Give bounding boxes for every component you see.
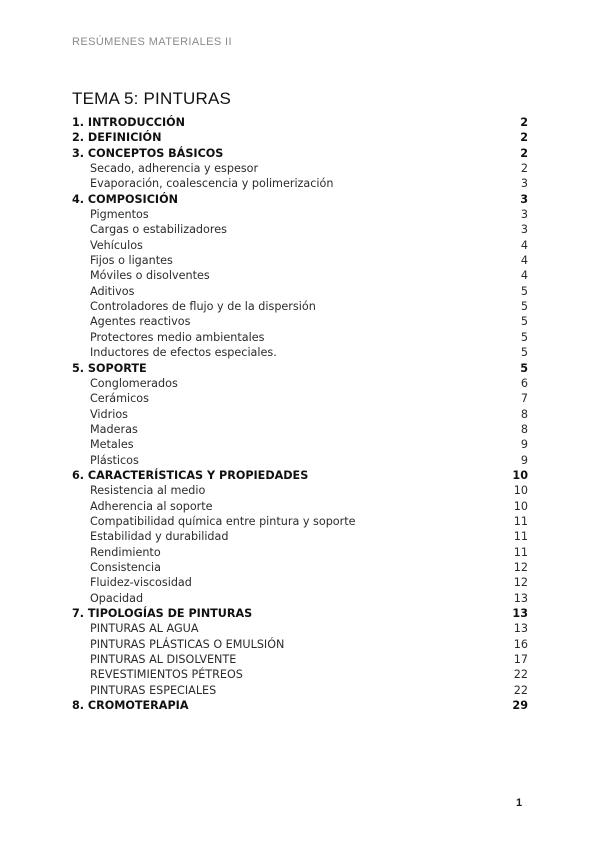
toc-entry-page: 22: [513, 683, 528, 697]
toc-entry-page: 13: [513, 622, 528, 636]
toc-entry-label: PINTURAS AL AGUA: [90, 622, 199, 636]
toc-entry-label: Resistencia al medio: [90, 484, 206, 498]
toc-entry-label: Adherencia al soporte: [90, 499, 213, 513]
toc-entry-page: 2: [520, 131, 528, 145]
toc-entry-page: 5: [520, 330, 528, 344]
toc-entry-page: 22: [513, 668, 528, 682]
toc-section[interactable]: [72, 115, 528, 130]
toc-section[interactable]: [72, 361, 528, 376]
toc-section[interactable]: [72, 146, 528, 161]
toc-entry-label: 3. CONCEPTOS BÁSICOS: [72, 146, 224, 160]
toc-entry-page: 5: [520, 315, 528, 329]
toc-entry-label: Consistencia: [90, 560, 161, 574]
toc-entry-page: 12: [513, 560, 528, 574]
toc-entry-label: 7. TIPOLOGÍAS DE PINTURAS: [72, 607, 253, 620]
toc-subsection[interactable]: [72, 637, 528, 652]
toc-entry-page: 11: [513, 545, 528, 559]
toc-entry-label: PINTURAS AL DISOLVENTE: [90, 653, 237, 667]
page-number: 1: [516, 797, 523, 809]
toc-entry-page: 29: [512, 699, 528, 713]
toc-subsection[interactable]: [72, 253, 528, 268]
toc-entry-page: 11: [513, 514, 528, 528]
toc-subsection[interactable]: [72, 299, 528, 314]
toc-entry-page: 4: [520, 254, 528, 268]
toc-entry-page: 6: [520, 376, 528, 390]
toc-entry-label: PINTURAS ESPECIALES: [90, 683, 217, 697]
page-title: TEMA 5: PINTURAS: [72, 89, 232, 108]
toc-entry-label: PINTURAS PLÁSTICAS O EMULSIÓN: [90, 637, 285, 651]
toc-entry-page: 4: [520, 269, 528, 283]
toc-section[interactable]: [72, 192, 528, 207]
toc-subsection[interactable]: [72, 529, 528, 544]
toc-subsection[interactable]: [72, 591, 528, 606]
toc-entry-page: 12: [513, 576, 528, 590]
toc-entry-page: 13: [512, 607, 528, 620]
toc-subsection[interactable]: [72, 499, 528, 514]
toc-entry-page: 5: [520, 346, 528, 360]
toc-entry-label: Maderas: [90, 422, 138, 436]
toc-entry-page: 16: [513, 637, 528, 651]
toc-entry-label: Móviles o disolventes: [90, 269, 210, 283]
toc-section[interactable]: [72, 698, 528, 713]
toc-subsection[interactable]: [72, 238, 528, 253]
toc-entry-label: Cerámicos: [90, 392, 149, 406]
toc-subsection[interactable]: [72, 314, 528, 329]
toc-entry-page: 11: [513, 530, 528, 544]
toc-entry-label: Fijos o ligantes: [90, 254, 173, 268]
toc-subsection[interactable]: [72, 453, 528, 468]
toc-subsection[interactable]: [72, 560, 528, 575]
toc-section[interactable]: [72, 468, 528, 483]
toc-entry-label: Plásticos: [90, 453, 139, 467]
toc-subsection[interactable]: [72, 207, 528, 222]
toc-subsection[interactable]: [72, 268, 528, 283]
toc-entry-label: Evaporación, coalescencia y polimerización: [90, 177, 334, 191]
toc-entry-page: 8: [520, 422, 528, 436]
toc-subsection[interactable]: [72, 222, 528, 237]
toc-entry-page: 10: [513, 499, 528, 513]
toc-entry-page: 17: [513, 653, 528, 667]
toc-subsection[interactable]: [72, 345, 528, 360]
toc-entry-label: Compatibilidad química entre pintura y soporte: [90, 514, 356, 528]
toc-entry-label: 1. INTRODUCCIÓN: [72, 116, 186, 129]
toc-entry-page: 2: [520, 116, 528, 129]
toc-subsection[interactable]: [72, 176, 528, 191]
running-header: RESÚMENES MATERIALES II: [72, 36, 232, 48]
toc-entry-page: 3: [520, 192, 528, 206]
toc-entry-page: 7: [520, 392, 528, 406]
toc-entry-label: 6. CARACTERÍSTICAS Y PROPIEDADES: [72, 468, 309, 482]
toc-subsection[interactable]: [72, 545, 528, 560]
toc-entry-label: Opacidad: [90, 591, 144, 605]
toc-entry-page: 8: [520, 407, 528, 421]
toc-entry-page: 5: [520, 284, 528, 298]
toc-subsection[interactable]: [72, 161, 528, 176]
toc-section[interactable]: [72, 130, 528, 145]
toc-entry-page: 10: [512, 468, 528, 482]
toc-entry-page: 3: [520, 208, 528, 222]
toc-entry-label: Rendimiento: [90, 545, 161, 559]
toc-entry-page: 4: [520, 238, 528, 252]
toc-entry-label: Pigmentos: [90, 208, 149, 222]
toc-entry-label: REVESTIMIENTOS PÉTREOS: [90, 668, 243, 682]
toc-entry-label: Estabilidad y durabilidad: [90, 530, 229, 544]
toc-subsection[interactable]: [72, 376, 528, 391]
toc-entry-page: 10: [513, 484, 528, 498]
toc-entry-page: 5: [520, 361, 528, 375]
toc-entry-page: 9: [520, 453, 528, 467]
toc-subsection[interactable]: [72, 284, 528, 299]
toc-subsection[interactable]: [72, 330, 528, 345]
toc-entry-page: 2: [520, 162, 528, 176]
toc-section[interactable]: [72, 606, 528, 621]
toc-entry-label: 4. COMPOSICIÓN: [72, 192, 178, 206]
toc-entry-label: Secado, adherencia y espesor: [90, 162, 259, 176]
toc-entry-page: 3: [520, 177, 528, 191]
toc-subsection[interactable]: [72, 575, 528, 590]
toc-subsection[interactable]: [72, 621, 528, 636]
toc-entry-label: Vehículos: [90, 238, 143, 252]
toc-entry-label: Controladores de flujo y de la dispersión: [90, 300, 316, 314]
toc-entry-label: Vidrios: [90, 407, 128, 421]
table-of-contents: [72, 115, 528, 713]
toc-subsection[interactable]: [72, 683, 528, 698]
toc-subsection[interactable]: [72, 422, 528, 437]
toc-subsection[interactable]: [72, 407, 528, 422]
toc-subsection[interactable]: [72, 391, 528, 406]
toc-entry-page: 9: [520, 438, 528, 452]
toc-subsection[interactable]: [72, 667, 528, 682]
toc-entry-label: Agentes reactivos: [90, 315, 191, 329]
toc-entry-page: 5: [520, 300, 528, 314]
toc-subsection[interactable]: [72, 437, 528, 452]
toc-entry-label: Metales: [90, 438, 134, 452]
toc-subsection[interactable]: [72, 483, 528, 498]
toc-entry-label: Cargas o estabilizadores: [90, 223, 227, 237]
toc-entry-label: Aditivos: [90, 284, 135, 298]
toc-entry-label: 8. CROMOTERAPIA: [72, 699, 189, 713]
toc-entry-label: Inductores de efectos especiales.: [90, 346, 277, 360]
toc-entry-label: Protectores medio ambientales: [90, 330, 265, 344]
toc-entry-label: 5. SOPORTE: [72, 361, 147, 375]
toc-entry-label: 2. DEFINICIÓN: [72, 131, 162, 145]
toc-entry-page: 13: [513, 591, 528, 605]
toc-subsection[interactable]: [72, 514, 528, 529]
toc-entry-page: 3: [520, 223, 528, 237]
toc-entry-label: Conglomerados: [90, 376, 178, 390]
toc-entry-label: Fluidez-viscosidad: [90, 576, 192, 590]
toc-entry-page: 2: [520, 146, 528, 160]
toc-subsection[interactable]: [72, 652, 528, 667]
